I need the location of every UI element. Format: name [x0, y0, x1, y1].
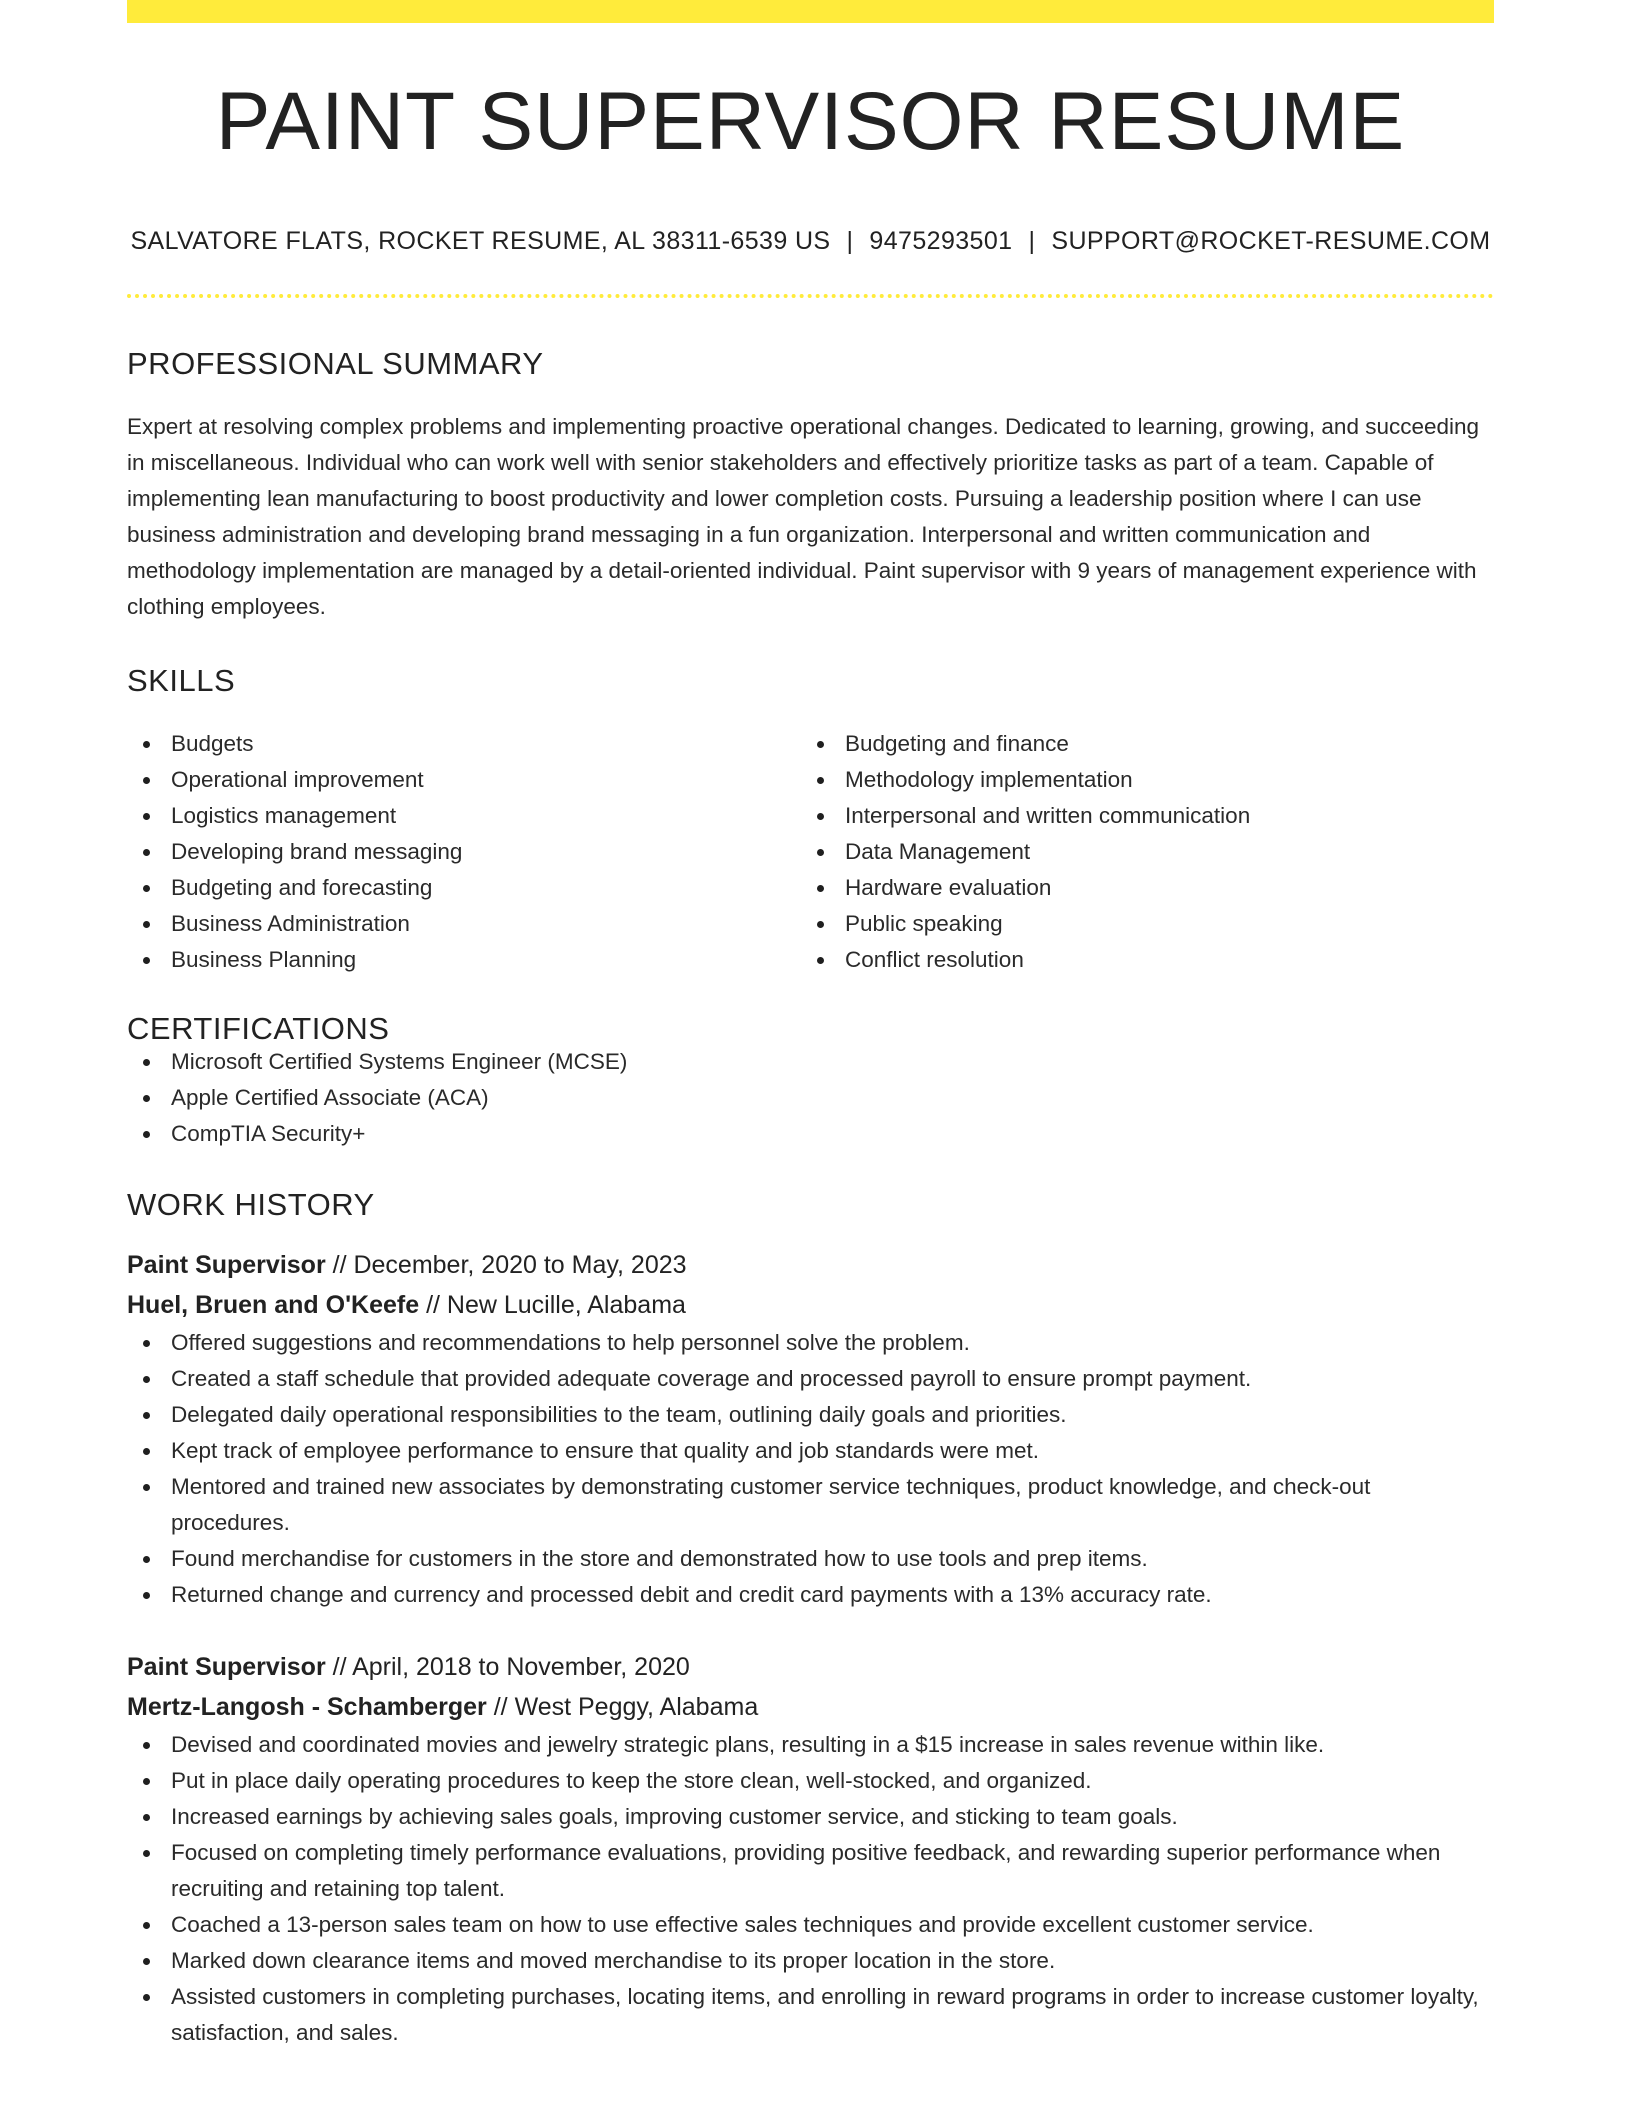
job-title-line	[127, 1245, 1494, 1285]
job-duty: Coached a 13-person sales team on how to use effective sales techniques and provide excellent customer service.	[127, 1907, 1494, 1943]
job-duty: Found merchandise for customers in the store and demonstrated how to use tools and prep items.	[127, 1541, 1494, 1577]
resume-title: PAINT SUPERVISOR RESUME	[215, 76, 1406, 167]
skill-item: Developing brand messaging	[127, 834, 801, 870]
top-accent-bar	[127, 0, 1494, 23]
job-dates: // April, 2018 to November, 2020	[325, 1653, 690, 1681]
job-duty: Mentored and trained new associates by demonstrating customer service techniques, product knowledge, and check-out procedures.	[127, 1469, 1494, 1541]
job-location: // West Peggy, Alabama	[486, 1693, 759, 1721]
job-entry	[127, 1647, 1494, 2051]
job-company: Mertz-Langosh - Schamberger	[127, 1693, 487, 1721]
job-duty: Created a staff schedule that provided adequate coverage and processed payroll to ensure prompt payment.	[127, 1361, 1494, 1397]
job-location: // New Lucille, Alabama	[419, 1291, 686, 1319]
summary-text: Expert at resolving complex problems and implementing proactive operational changes. Dedicated to learning, growing, and succeeding in miscellaneous. Individual who can work well with senior stakeholders and effectively prioritize tasks as part of a team. Capable of implementing lean manufacturing to boost productivity and lower completion costs. Pursuing a leadership position where I can use business administration and developing brand messaging in a fun organization. Interpersonal and written communication and methodology implementation are managed by a detail-oriented individual. Paint supervisor with 9 years of management experience with clothing employees.	[127, 414, 1480, 619]
certifications-heading: CERTIFICATIONS	[127, 1011, 390, 1046]
certification-item: Apple Certified Associate (ACA)	[127, 1080, 1494, 1116]
skill-item: Data Management	[801, 834, 1475, 870]
skill-item: Methodology implementation	[801, 762, 1475, 798]
summary-heading: PROFESSIONAL SUMMARY	[127, 346, 544, 381]
job-entry	[127, 1245, 1494, 1613]
skill-item: Business Planning	[127, 942, 801, 978]
contact-phone: 9475293501	[869, 227, 1013, 255]
job-company: Huel, Bruen and O'Keefe	[127, 1291, 420, 1319]
skill-item: Budgets	[127, 726, 801, 762]
certification-item: Microsoft Certified Systems Engineer (MCSE)	[127, 1044, 1494, 1080]
skill-item: Logistics management	[127, 798, 801, 834]
skill-item: Conflict resolution	[801, 942, 1475, 978]
skill-item: Hardware evaluation	[801, 870, 1475, 906]
job-duty: Focused on completing timely performance evaluations, providing positive feedback, and rewarding superior performance when recruiting and retaining top talent.	[127, 1835, 1494, 1907]
resume-page	[127, 0, 1494, 2051]
job-title: Paint Supervisor	[127, 1251, 326, 1279]
work-history-heading: WORK HISTORY	[127, 1187, 375, 1222]
contact-line	[127, 229, 1494, 254]
contact-separator: |	[1028, 227, 1036, 255]
job-dates: // December, 2020 to May, 2023	[325, 1251, 687, 1279]
job-duty: Assisted customers in completing purchases, locating items, and enrolling in reward programs in order to increase customer loyalty, satisfaction, and sales.	[127, 1979, 1494, 2051]
job-title: Paint Supervisor	[127, 1653, 326, 1681]
job-duties-list	[127, 1727, 1494, 2051]
contact-email: SUPPORT@ROCKET-RESUME.COM	[1051, 227, 1491, 255]
contact-separator: |	[846, 227, 854, 255]
skill-item: Budgeting and finance	[801, 726, 1475, 762]
job-duty: Kept track of employee performance to ensure that quality and job standards were met.	[127, 1433, 1494, 1469]
dotted-divider	[127, 294, 1494, 298]
job-duty: Delegated daily operational responsibilities to the team, outlining daily goals and priorities.	[127, 1397, 1494, 1433]
job-company-line	[127, 1687, 1494, 1727]
certification-item: CompTIA Security+	[127, 1116, 1494, 1152]
contact-address: SALVATORE FLATS, ROCKET RESUME, AL 38311-6539 US	[130, 227, 831, 255]
job-duty: Marked down clearance items and moved merchandise to its proper location in the store.	[127, 1943, 1494, 1979]
job-duty: Devised and coordinated movies and jewelry strategic plans, resulting in a $15 increase in sales revenue within like.	[127, 1727, 1494, 1763]
certifications-list	[127, 1044, 1494, 1152]
job-title-line	[127, 1647, 1494, 1687]
job-duty: Returned change and currency and processed debit and credit card payments with a 13% accuracy rate.	[127, 1577, 1494, 1613]
skills-right-list	[801, 726, 1475, 978]
job-company-line	[127, 1285, 1494, 1325]
job-duty: Put in place daily operating procedures to keep the store clean, well-stocked, and organized.	[127, 1763, 1494, 1799]
job-duty: Increased earnings by achieving sales goals, improving customer service, and sticking to team goals.	[127, 1799, 1494, 1835]
skill-item: Interpersonal and written communication	[801, 798, 1475, 834]
skills-left-list	[127, 726, 801, 978]
skills-columns	[127, 726, 1494, 978]
job-duty: Offered suggestions and recommendations to help personnel solve the problem.	[127, 1325, 1494, 1361]
skill-item: Public speaking	[801, 906, 1475, 942]
job-duties-list	[127, 1325, 1494, 1613]
skill-item: Budgeting and forecasting	[127, 870, 801, 906]
skills-heading: SKILLS	[127, 663, 236, 698]
skill-item: Business Administration	[127, 906, 801, 942]
skill-item: Operational improvement	[127, 762, 801, 798]
